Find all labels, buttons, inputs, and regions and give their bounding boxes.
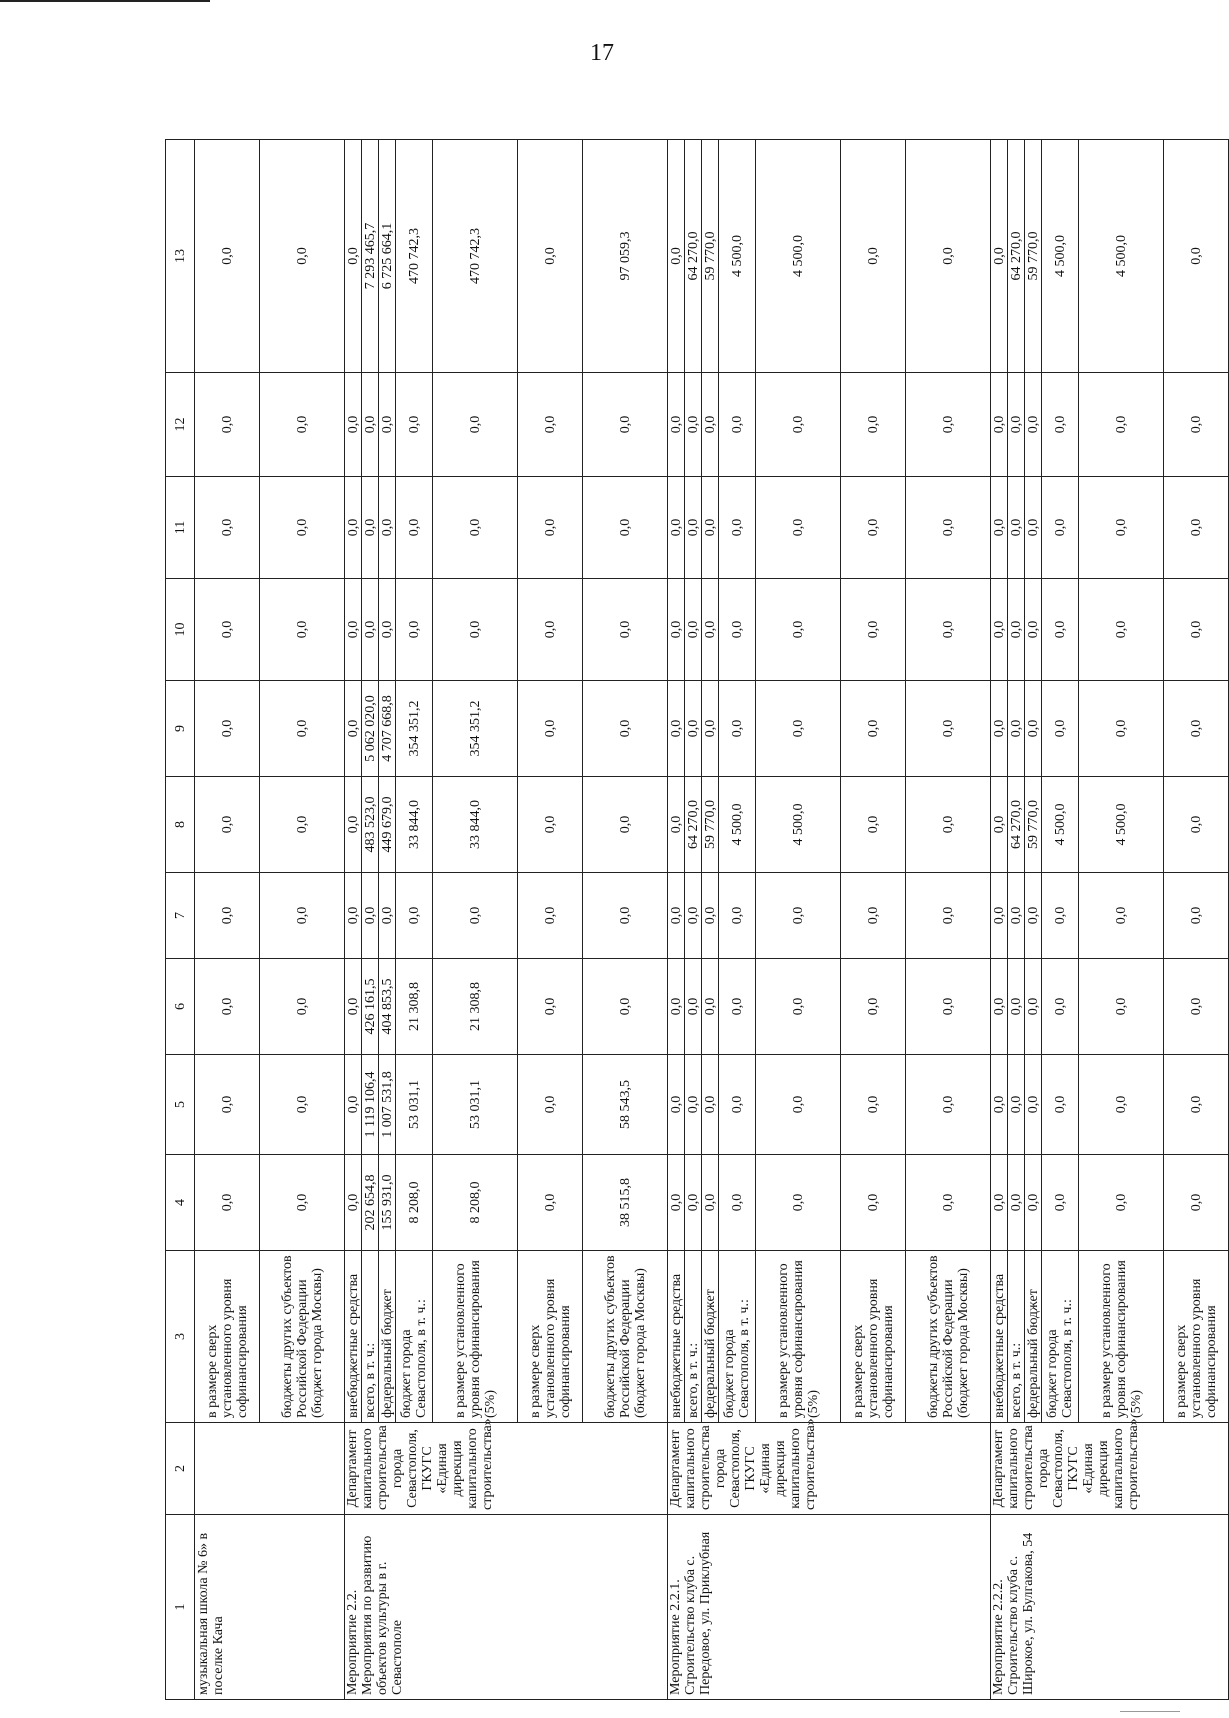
cell-value: 0,0 [1025,1055,1042,1155]
header-row [166,140,195,1700]
cell-funding-source: внебюджетные средства [991,1251,1008,1423]
cell-value: 4 500,0 [1079,777,1164,873]
cell-value: 0,0 [756,681,841,777]
cell-event-name: музыкальная школа № 6» в поселке Кача [195,1515,345,1700]
cell-value: 426 161,5 [362,959,379,1055]
cell-value: 8 208,0 [433,1155,518,1251]
cell-value: 0,0 [1164,873,1229,959]
cell-funding-source: всего, в т. ч.: [685,1251,702,1423]
cell-value: 0,0 [702,681,719,777]
cell-value: 0,0 [195,959,260,1055]
cell-value: 0,0 [668,1055,685,1155]
cell-value: 58 543,5 [583,1055,668,1155]
cell-value: 0,0 [195,777,260,873]
cell-value: 0,0 [518,373,583,477]
cell-value: 4 500,0 [756,777,841,873]
cell-value: 0,0 [906,873,991,959]
cell-value: 0,0 [991,1155,1008,1251]
cell-value: 470 742,3 [396,140,433,373]
cell-value: 0,0 [756,477,841,579]
cell-value: 0,0 [1079,873,1164,959]
cell-value: 0,0 [668,959,685,1055]
cell-value: 0,0 [583,777,668,873]
cell-value: 8 208,0 [396,1155,433,1251]
cell-event-name: Мероприятие 2.2.2. Строительство клуба с. Широкое, ул. Булгакова, 54 [991,1515,1229,1700]
cell-funding-source: бюджеты других субъектов Российской Федерации (бюджет города Москвы) [906,1251,991,1423]
cell-value: 0,0 [702,373,719,477]
cell-value: 0,0 [719,579,756,681]
cell-value: 0,0 [906,1055,991,1155]
cell-value: 4 500,0 [1042,140,1079,373]
cell-funding-source: в размере установленного уровня софинансирования (5%) [756,1251,841,1423]
cell-funding-source: бюджет города Севастополя, в т. ч.: [719,1251,756,1423]
cell-value: 59 770,0 [702,140,719,373]
cell-value: 0,0 [1164,373,1229,477]
cell-value: 0,0 [668,140,685,373]
cell-value: 0,0 [195,140,260,373]
cell-value: 4 500,0 [719,777,756,873]
cell-value: 0,0 [195,1055,260,1155]
cell-value: 0,0 [991,1055,1008,1155]
cell-value: 0,0 [841,1055,906,1155]
cell-value: 0,0 [345,959,362,1055]
cell-value: 0,0 [1164,477,1229,579]
cell-value: 0,0 [1042,959,1079,1055]
header-cell: 10 [166,579,195,681]
cell-value: 354 351,2 [433,681,518,777]
header-cell: 12 [166,373,195,477]
cell-value: 0,0 [260,873,345,959]
cell-value: 0,0 [756,959,841,1055]
cell-value: 0,0 [685,873,702,959]
cell-value: 4 707 668,8 [379,681,396,777]
page-number: 17 [590,40,614,66]
cell-value: 7 293 465,7 [362,140,379,373]
cell-funding-source: внебюджетные средства [345,1251,362,1423]
cell-funding-source: всего, в т. ч.: [362,1251,379,1423]
cell-value: 0,0 [260,477,345,579]
cell-value: 0,0 [1025,873,1042,959]
cell-value: 0,0 [1164,1055,1229,1155]
cell-value: 0,0 [756,1055,841,1155]
table-row [668,140,685,1700]
cell-value: 0,0 [841,777,906,873]
cell-value: 0,0 [991,373,1008,477]
cell-value: 0,0 [195,477,260,579]
table-row [195,140,260,1700]
cell-value: 0,0 [756,873,841,959]
cell-value: 0,0 [583,477,668,579]
cell-value: 1 119 106,4 [362,1055,379,1155]
cell-value: 0,0 [518,959,583,1055]
cell-value: 0,0 [719,681,756,777]
cell-funding-source: бюджеты других субъектов Российской Федерации (бюджет города Москвы) [583,1251,668,1423]
cell-value: 0,0 [1164,681,1229,777]
header-cell: 6 [166,959,195,1055]
cell-value: 0,0 [260,1155,345,1251]
cell-value: 0,0 [1042,1055,1079,1155]
cell-value: 0,0 [1008,1055,1025,1155]
cell-value: 59 770,0 [1025,140,1042,373]
cell-value: 0,0 [260,579,345,681]
cell-value: 0,0 [195,373,260,477]
cell-value: 0,0 [518,1055,583,1155]
cell-value: 0,0 [906,373,991,477]
cell-value: 0,0 [719,873,756,959]
cell-value: 0,0 [1008,579,1025,681]
cell-value: 0,0 [719,1055,756,1155]
cell-value: 0,0 [1042,579,1079,681]
cell-value: 0,0 [1042,373,1079,477]
cell-value: 0,0 [685,373,702,477]
cell-value: 0,0 [702,873,719,959]
cell-value: 4 500,0 [756,140,841,373]
cell-value: 0,0 [396,579,433,681]
cell-value: 0,0 [362,579,379,681]
cell-value: 0,0 [756,579,841,681]
cell-value: 0,0 [719,1155,756,1251]
cell-executor: Департамент капитального строительства города Севастополя, ГКУГС «Единая дирекция капитального строительства» [991,1423,1229,1515]
cell-value: 0,0 [841,873,906,959]
cell-value: 0,0 [518,579,583,681]
cell-value: 1 007 531,8 [379,1055,396,1155]
table-body [166,140,1229,1700]
cell-event-name: Мероприятие 2.2.1. Строительство клуба с. Передовое, ул. Приклубная [668,1515,991,1700]
cell-value: 21 308,8 [396,959,433,1055]
cell-value: 0,0 [719,373,756,477]
cell-value: 0,0 [906,140,991,373]
header-cell: 11 [166,477,195,579]
cell-value: 0,0 [1025,1155,1042,1251]
cell-value: 0,0 [668,1155,685,1251]
cell-value: 4 500,0 [1079,140,1164,373]
cell-value: 5 062 020,0 [362,681,379,777]
cell-value: 0,0 [685,681,702,777]
cell-value: 0,0 [362,873,379,959]
cell-value: 59 770,0 [1025,777,1042,873]
cell-value: 0,0 [841,1155,906,1251]
cell-value: 0,0 [702,1055,719,1155]
cell-value: 0,0 [518,477,583,579]
cell-value: 0,0 [702,579,719,681]
cell-value: 0,0 [345,873,362,959]
header-cell: 3 [166,1251,195,1423]
cell-value: 483 523,0 [362,777,379,873]
cell-executor [195,1423,345,1515]
cell-value: 33 844,0 [396,777,433,873]
cell-value: 0,0 [345,477,362,579]
cell-funding-source: внебюджетные средства [668,1251,685,1423]
cell-value: 0,0 [719,477,756,579]
cell-value: 0,0 [1079,1055,1164,1155]
cell-funding-source: всего, в т. ч.: [1008,1251,1025,1423]
cell-value: 0,0 [518,140,583,373]
cell-value: 0,0 [583,959,668,1055]
cell-value: 64 270,0 [1008,777,1025,873]
cell-value: 0,0 [702,477,719,579]
cell-funding-source: в размере сверх установленного уровня софинансирования [518,1251,583,1423]
cell-value: 0,0 [1079,959,1164,1055]
cell-value: 0,0 [906,1155,991,1251]
cell-value: 21 308,8 [433,959,518,1055]
header-cell: 2 [166,1423,195,1515]
cell-value: 354 351,2 [396,681,433,777]
cell-value: 0,0 [668,579,685,681]
header-cell: 4 [166,1155,195,1251]
cell-value: 0,0 [518,777,583,873]
cell-value: 0,0 [702,1155,719,1251]
cell-funding-source: в размере сверх установленного уровня софинансирования [841,1251,906,1423]
cell-funding-source: бюджет города Севастополя, в т. ч.: [1042,1251,1079,1423]
header-cell: 7 [166,873,195,959]
cell-value: 0,0 [1025,477,1042,579]
cell-value: 0,0 [260,777,345,873]
cell-value: 0,0 [379,477,396,579]
cell-value: 0,0 [685,579,702,681]
cell-value: 470 742,3 [433,140,518,373]
cell-value: 449 679,0 [379,777,396,873]
cell-value: 64 270,0 [685,140,702,373]
cell-value: 0,0 [1079,1155,1164,1251]
cell-value: 0,0 [841,373,906,477]
cell-value: 0,0 [719,959,756,1055]
cell-value: 97 059,3 [583,140,668,373]
header-cell: 1 [166,1515,195,1700]
cell-value: 0,0 [1025,959,1042,1055]
cell-value: 0,0 [756,1155,841,1251]
cell-value: 0,0 [1079,681,1164,777]
cell-value: 0,0 [433,579,518,681]
bottom-mark [1120,1711,1180,1712]
cell-value: 0,0 [1164,579,1229,681]
header-cell: 5 [166,1055,195,1155]
cell-value: 0,0 [991,579,1008,681]
cell-value: 0,0 [195,873,260,959]
cell-value: 0,0 [345,777,362,873]
cell-value: 0,0 [1164,959,1229,1055]
cell-funding-source: в размере сверх установленного уровня софинансирования [195,1251,260,1423]
cell-value: 4 500,0 [1042,777,1079,873]
cell-value: 0,0 [195,681,260,777]
cell-value: 0,0 [362,477,379,579]
header-cell: 9 [166,681,195,777]
cell-value: 0,0 [518,1155,583,1251]
cell-funding-source: в размере установленного уровня софинансирования (5%) [1079,1251,1164,1423]
cell-value: 0,0 [991,959,1008,1055]
cell-value: 0,0 [685,1155,702,1251]
cell-value: 202 654,8 [362,1155,379,1251]
cell-value: 53 031,1 [433,1055,518,1155]
cell-value: 0,0 [260,1055,345,1155]
cell-value: 404 853,5 [379,959,396,1055]
cell-value: 0,0 [702,959,719,1055]
cell-value: 0,0 [1008,873,1025,959]
cell-value: 0,0 [1079,373,1164,477]
cell-executor: Департамент капитального строительства города Севастополя, ГКУГС «Единая дирекция капитального строительства» [668,1423,991,1515]
cell-value: 4 500,0 [719,140,756,373]
cell-value: 0,0 [1025,579,1042,681]
cell-value: 59 770,0 [702,777,719,873]
cell-value: 0,0 [756,373,841,477]
cell-value: 0,0 [345,373,362,477]
cell-value: 0,0 [1164,1155,1229,1251]
cell-value: 0,0 [906,579,991,681]
cell-value: 0,0 [1025,373,1042,477]
cell-value: 155 931,0 [379,1155,396,1251]
cell-funding-source: бюджеты других субъектов Российской Федерации (бюджет города Москвы) [260,1251,345,1423]
cell-value: 0,0 [668,477,685,579]
cell-value: 0,0 [668,373,685,477]
cell-value: 0,0 [1008,681,1025,777]
cell-funding-source: бюджет города Севастополя, в т. ч.: [396,1251,433,1423]
top-left-rule [0,0,210,2]
cell-executor: Департамент капитального строительства города Севастополя, ГКУГС «Единая дирекция капитального строительства» [345,1423,668,1515]
cell-value: 0,0 [991,477,1008,579]
cell-value: 0,0 [1008,477,1025,579]
cell-funding-source: в размере сверх установленного уровня софинансирования [1164,1251,1229,1423]
cell-value: 0,0 [195,579,260,681]
cell-value: 0,0 [195,1155,260,1251]
cell-value: 0,0 [1008,373,1025,477]
cell-value: 0,0 [433,873,518,959]
funding-table [165,139,1229,1700]
cell-value: 0,0 [668,873,685,959]
header-cell: 8 [166,777,195,873]
cell-value: 0,0 [685,959,702,1055]
cell-value: 53 031,1 [396,1055,433,1155]
cell-value: 0,0 [991,681,1008,777]
cell-value: 0,0 [433,477,518,579]
cell-value: 0,0 [1079,579,1164,681]
cell-value: 0,0 [1008,1155,1025,1251]
rotated-table-container [165,140,1219,1700]
cell-value: 33 844,0 [433,777,518,873]
cell-value: 0,0 [583,579,668,681]
cell-value: 38 515,8 [583,1155,668,1251]
cell-value: 0,0 [1079,477,1164,579]
cell-value: 0,0 [1042,477,1079,579]
header-cell: 13 [166,140,195,373]
cell-value: 0,0 [1042,681,1079,777]
cell-value: 6 725 664,1 [379,140,396,373]
cell-value: 0,0 [906,681,991,777]
table-row [345,140,362,1700]
cell-value: 0,0 [991,777,1008,873]
cell-value: 0,0 [583,873,668,959]
cell-value: 64 270,0 [1008,140,1025,373]
cell-value: 0,0 [583,373,668,477]
cell-value: 0,0 [841,140,906,373]
cell-value: 64 270,0 [685,777,702,873]
cell-value: 0,0 [345,579,362,681]
cell-value: 0,0 [518,681,583,777]
cell-value: 0,0 [1164,777,1229,873]
cell-value: 0,0 [345,1055,362,1155]
cell-value: 0,0 [991,873,1008,959]
cell-value: 0,0 [668,777,685,873]
cell-value: 0,0 [685,1055,702,1155]
cell-value: 0,0 [1008,959,1025,1055]
cell-value: 0,0 [379,373,396,477]
cell-value: 0,0 [1042,873,1079,959]
cell-value: 0,0 [1042,1155,1079,1251]
cell-value: 0,0 [841,579,906,681]
cell-value: 0,0 [841,959,906,1055]
cell-value: 0,0 [396,477,433,579]
cell-value: 0,0 [991,140,1008,373]
cell-value: 0,0 [583,681,668,777]
cell-value: 0,0 [1164,140,1229,373]
cell-value: 0,0 [668,681,685,777]
cell-value: 0,0 [379,873,396,959]
cell-value: 0,0 [345,1155,362,1251]
cell-value: 0,0 [841,477,906,579]
cell-value: 0,0 [518,873,583,959]
cell-value: 0,0 [345,140,362,373]
cell-value: 0,0 [260,959,345,1055]
cell-value: 0,0 [841,681,906,777]
cell-funding-source: в размере установленного уровня софинансирования (5%) [433,1251,518,1423]
table-row [991,140,1008,1700]
cell-value: 0,0 [260,140,345,373]
cell-value: 0,0 [396,873,433,959]
cell-value: 0,0 [260,681,345,777]
cell-value: 0,0 [345,681,362,777]
cell-funding-source: федеральный бюджет [379,1251,396,1423]
cell-funding-source: федеральный бюджет [1025,1251,1042,1423]
cell-value: 0,0 [396,373,433,477]
cell-value: 0,0 [260,373,345,477]
cell-value: 0,0 [906,477,991,579]
cell-value: 0,0 [433,373,518,477]
cell-funding-source: федеральный бюджет [702,1251,719,1423]
cell-event-name: Мероприятие 2.2. Мероприятия по развитию объектов культуры в г. Севастополе [345,1515,668,1700]
cell-value: 0,0 [362,373,379,477]
cell-value: 0,0 [1025,681,1042,777]
cell-value: 0,0 [379,579,396,681]
cell-value: 0,0 [906,959,991,1055]
cell-value: 0,0 [906,777,991,873]
cell-value: 0,0 [685,477,702,579]
